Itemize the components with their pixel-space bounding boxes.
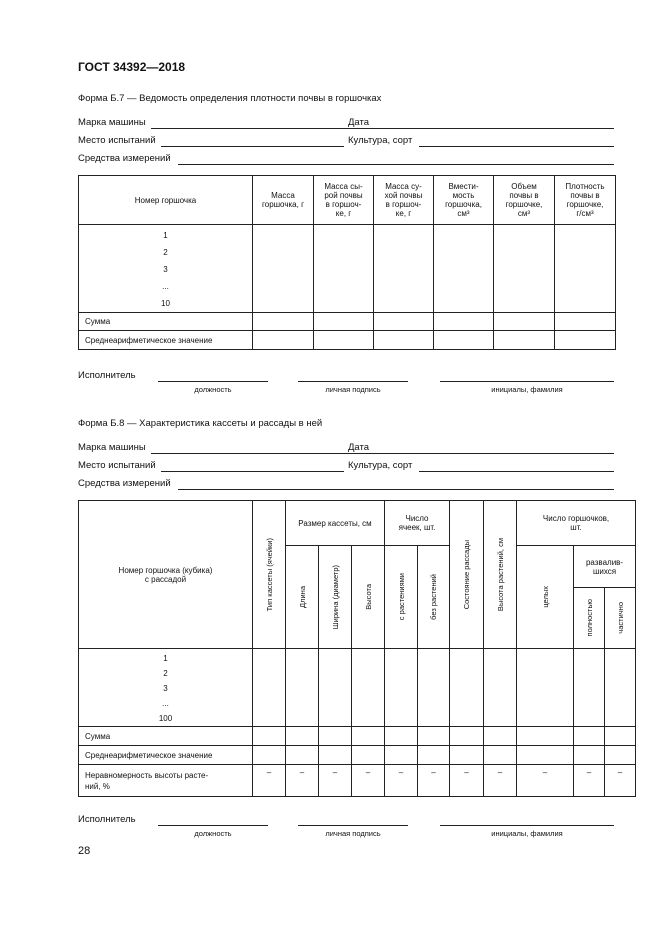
form-b8-field-instruments <box>78 478 614 492</box>
initials-caption: инициалы, фамилия <box>491 385 563 394</box>
initials-caption: инициалы, фамилия <box>491 829 563 838</box>
initials-line[interactable] <box>440 381 614 382</box>
data-cell[interactable] <box>352 746 385 765</box>
data-cell[interactable] <box>494 313 555 331</box>
col-header-crumbled: развалив- шихся <box>574 546 636 588</box>
signature-line[interactable] <box>298 381 408 382</box>
row-number: 3 <box>163 684 168 693</box>
row-number: 2 <box>163 248 168 257</box>
data-cell[interactable] <box>286 746 319 765</box>
data-cell[interactable] <box>484 727 517 746</box>
data-cell[interactable] <box>418 727 450 746</box>
data-cell[interactable] <box>253 331 314 350</box>
row-number: 1 <box>163 231 168 240</box>
data-cell[interactable] <box>517 649 574 727</box>
place-line[interactable] <box>161 146 344 147</box>
col-header-width: Ширина (диаметр) <box>319 546 352 649</box>
col-header-density: Плотность почвы в горшочке, г/см³ <box>555 176 616 225</box>
data-cell[interactable] <box>385 727 418 746</box>
row-number: 10 <box>161 299 170 308</box>
form-b8-table <box>78 500 636 797</box>
data-cell[interactable] <box>314 313 374 331</box>
col-header-fully: полностью <box>574 588 605 649</box>
data-cell[interactable] <box>253 649 286 727</box>
data-cell[interactable] <box>450 649 484 727</box>
data-cell[interactable] <box>314 331 374 350</box>
col-header-cassette-type: Тип кассеты (ячейки) <box>253 501 286 649</box>
data-cell[interactable] <box>385 649 418 727</box>
date-label: Дата <box>348 442 370 453</box>
data-cell[interactable] <box>319 649 352 727</box>
dash-cell: – <box>352 765 385 797</box>
form-b8-signature <box>78 814 614 844</box>
data-cell[interactable] <box>517 746 574 765</box>
brand-label: Марка машины <box>78 442 146 453</box>
dash-cell: – <box>517 765 574 797</box>
col-header-wet-soil-mass: Масса сы- рой почвы в горшоч- ке, г <box>314 176 374 225</box>
col-header-with-plants: с растениями <box>385 546 418 649</box>
data-cell[interactable] <box>418 649 450 727</box>
brand-label: Марка машины <box>78 117 146 128</box>
crop-line[interactable] <box>419 471 614 472</box>
data-cell[interactable] <box>314 225 374 313</box>
data-cell[interactable] <box>434 225 494 313</box>
data-cell[interactable] <box>494 225 555 313</box>
form-b7-table <box>78 175 616 350</box>
instruments-label: Средства измерений <box>78 478 171 489</box>
data-cell[interactable] <box>574 746 605 765</box>
data-cell[interactable] <box>253 313 314 331</box>
document-header: ГОСТ 34392—2018 <box>78 60 186 74</box>
row-number: 3 <box>163 265 168 274</box>
crop-label: Культура, сорт <box>348 460 413 471</box>
data-cell[interactable] <box>374 225 434 313</box>
row-number: ... <box>162 282 169 291</box>
place-label: Место испытаний <box>78 460 156 471</box>
data-cell[interactable] <box>555 225 616 313</box>
data-cell[interactable] <box>517 727 574 746</box>
instruments-line[interactable] <box>178 489 614 490</box>
form-b8-field-brand-date <box>78 442 614 456</box>
col-header-cells-count: Число ячеек, шт. <box>385 501 450 546</box>
data-cell[interactable] <box>574 727 605 746</box>
dash-cell: – <box>286 765 319 797</box>
col-header-plant-height: Высота растений, см <box>484 501 517 649</box>
data-cell[interactable] <box>385 746 418 765</box>
data-cell[interactable] <box>494 331 555 350</box>
page-number: 28 <box>78 845 91 857</box>
row-number: 100 <box>158 714 173 723</box>
data-cell[interactable] <box>253 225 314 313</box>
crop-label: Культура, сорт <box>348 135 413 146</box>
place-label: Место испытаний <box>78 135 156 146</box>
form-b7-signature <box>78 370 614 400</box>
row-numbers-cell <box>79 225 253 313</box>
unevenness-row-label: Неравномерность высоты расте- ний, % <box>79 765 253 797</box>
position-line[interactable] <box>158 381 268 382</box>
position-caption: должность <box>194 385 232 394</box>
data-cell[interactable] <box>286 727 319 746</box>
data-cell[interactable] <box>319 727 352 746</box>
data-cell[interactable] <box>555 331 616 350</box>
dash-cell: – <box>418 765 450 797</box>
instruments-line[interactable] <box>178 164 614 165</box>
initials-line[interactable] <box>440 825 614 826</box>
data-cell[interactable] <box>418 746 450 765</box>
dash-cell: – <box>450 765 484 797</box>
col-header-partially: частично <box>605 588 636 649</box>
mean-row-label: Среднеарифметическое значение <box>79 331 253 350</box>
data-cell[interactable] <box>253 746 286 765</box>
dash-cell: – <box>385 765 418 797</box>
form-b7-field-place-crop <box>78 135 614 149</box>
data-cell[interactable] <box>450 727 484 746</box>
dash-cell: – <box>605 765 636 797</box>
data-cell[interactable] <box>484 649 517 727</box>
data-cell[interactable] <box>352 649 385 727</box>
data-cell[interactable] <box>374 313 434 331</box>
data-cell[interactable] <box>484 746 517 765</box>
col-header-length: Длина <box>286 546 319 649</box>
data-cell[interactable] <box>434 331 494 350</box>
col-header-pots-count: Число горшочков, шт. <box>517 501 636 546</box>
signature-caption: личная подпись <box>325 829 381 838</box>
date-label: Дата <box>348 117 370 128</box>
dash-cell: – <box>484 765 517 797</box>
col-header-seedling-state: Состояние рассады <box>450 501 484 649</box>
dash-cell: – <box>319 765 352 797</box>
col-header-pot-number: Номер горшочка <box>79 176 253 225</box>
form-b8-field-place-crop <box>78 460 614 474</box>
data-cell[interactable] <box>605 727 636 746</box>
col-header-height: Высота <box>352 546 385 649</box>
data-cell[interactable] <box>574 649 605 727</box>
col-header-capacity: Вмести- мость горшочка, см³ <box>434 176 494 225</box>
instruments-label: Средства измерений <box>78 153 171 164</box>
dash-cell: – <box>574 765 605 797</box>
data-cell[interactable] <box>555 313 616 331</box>
data-cell[interactable] <box>450 746 484 765</box>
data-cell[interactable] <box>605 649 636 727</box>
col-header-pot-cube-number: Номер горшочка (кубика) с рассадой <box>79 501 253 649</box>
data-cell[interactable] <box>434 313 494 331</box>
signature-line[interactable] <box>298 825 408 826</box>
data-cell[interactable] <box>319 746 352 765</box>
executor-label: Исполнитель <box>78 370 136 381</box>
row-number: 2 <box>163 669 168 678</box>
place-line[interactable] <box>161 471 344 472</box>
form-b7-field-brand-date <box>78 117 614 131</box>
form-b7-title: Форма Б.7 — Ведомость определения плотности почвы в горшочках <box>78 93 382 104</box>
form-b8-title: Форма Б.8 — Характеристика кассеты и рассады в ней <box>78 418 323 429</box>
col-header-dry-soil-mass: Масса су- хой почвы в горшоч- ке, г <box>374 176 434 225</box>
sum-row-label: Сумма <box>79 313 253 331</box>
row-numbers-cell <box>79 649 253 727</box>
col-header-whole: целых <box>517 546 574 649</box>
col-header-pot-mass: Масса горшочка, г <box>253 176 314 225</box>
date-line[interactable] <box>371 453 614 454</box>
executor-label: Исполнитель <box>78 814 136 825</box>
data-cell[interactable] <box>352 727 385 746</box>
date-line[interactable] <box>371 128 614 129</box>
position-line[interactable] <box>158 825 268 826</box>
data-cell[interactable] <box>253 727 286 746</box>
data-cell[interactable] <box>374 331 434 350</box>
dash-cell: – <box>253 765 286 797</box>
row-number: 1 <box>163 654 168 663</box>
signature-caption: личная подпись <box>325 385 381 394</box>
sum-row-label: Сумма <box>79 727 253 746</box>
data-cell[interactable] <box>605 746 636 765</box>
col-header-without-plants: без растений <box>418 546 450 649</box>
data-cell[interactable] <box>286 649 319 727</box>
row-number: ... <box>162 699 169 708</box>
col-header-cassette-size: Размер кассеты, см <box>286 501 385 546</box>
crop-line[interactable] <box>419 146 614 147</box>
form-b7-field-instruments <box>78 153 614 167</box>
col-header-soil-volume: Объем почвы в горшочке, см³ <box>494 176 555 225</box>
position-caption: должность <box>194 829 232 838</box>
mean-row-label: Среднеарифметическое значение <box>79 746 253 765</box>
